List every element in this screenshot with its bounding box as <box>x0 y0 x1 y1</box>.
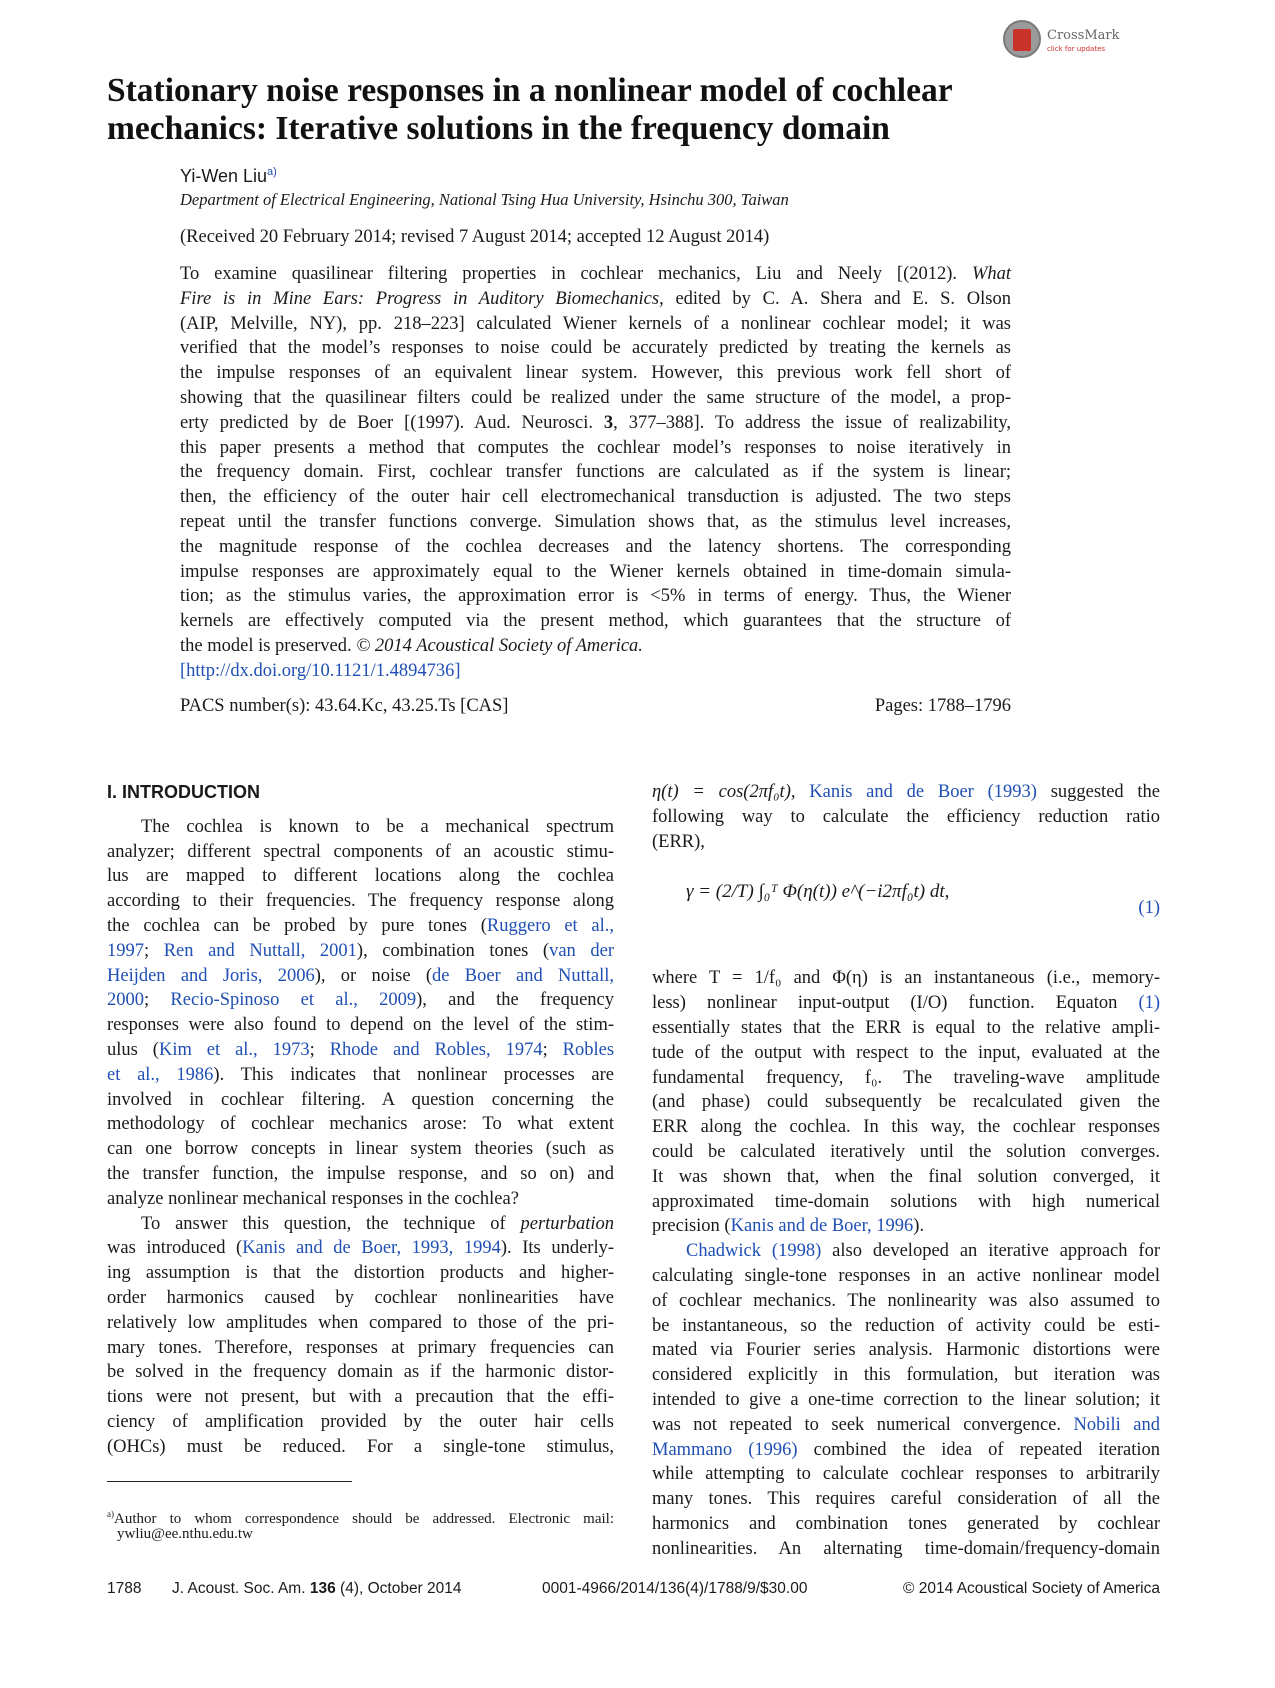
crossmark-badge[interactable] <box>1003 20 1123 64</box>
author-name: Yi-Wen Liu <box>180 166 268 186</box>
author-footnote-mark[interactable]: a) <box>267 166 277 178</box>
footnote-mark: a) <box>107 1509 114 1519</box>
cite-de-boer-nuttall[interactable]: de Boer and Nuttall, <box>432 965 614 986</box>
crossmark-icon <box>1003 20 1041 58</box>
cite-robles-year[interactable]: et al., 1986 <box>107 1064 214 1085</box>
eq-ref-1[interactable]: (1) <box>1138 993 1161 1014</box>
cite-nobili[interactable]: Nobili and <box>1073 1414 1161 1435</box>
pacs-numbers: PACS number(s): 43.64.Kc, 43.25.Ts [CAS] <box>180 696 509 716</box>
paper-title <box>107 72 1127 148</box>
crossmark-label: CrossMark <box>1047 28 1120 43</box>
cite-ruggero[interactable]: Ruggero et al., <box>486 915 614 936</box>
cite-van-der-heijden[interactable]: van der <box>549 940 614 961</box>
footnote-rule <box>107 1481 352 1482</box>
cite-kanis-de-boer[interactable]: Kanis and de Boer, 1993, 1994 <box>242 1238 501 1259</box>
cite-chadwick[interactable]: Chadwick (1998) <box>686 1241 822 1262</box>
footer-code: 0001-4966/2014/136(4)/1788/9/$30.00 <box>542 1580 808 1597</box>
cite-recio-spinoso[interactable]: Recio-Spinoso et al., 2009 <box>170 990 417 1011</box>
equation-body: γ = (2/T) ∫₀ᵀ Φ(η(t)) e^(−i2πf₀t) dt, <box>686 881 950 903</box>
cite-ren-nuttall[interactable]: Ren and Nuttall, 2001 <box>163 940 357 961</box>
received-dates: (Received 20 February 2014; revised 7 August 2014; accepted 12 August 2014) <box>180 227 770 247</box>
affiliation: Department of Electrical Engineering, National Tsing Hua University, Hsinchu 300, Taiwan <box>180 190 789 209</box>
equation-number[interactable]: (1) <box>1138 898 1160 919</box>
left-column: I. INTRODUCTION The cochlea is known to be a mechanical spectrum analyzer; different spectral components of an acoustic stimu- lus are mapped to different locations along the cochlea according to their frequencies. The frequency response along the cochlea can be probed by pure tones (Ruggero et al., 1997; Ren and Nuttall, 2001), combination tones (van der Heijden and Joris, 2006), or noise (de Boer and Nuttall, 2000; Recio-Spinoso et al., 2009), and the frequency responses were also found to depend on the level of the stim- ulus (Kim et al., 1973; Rhode and Robles, 1974; Robles et al., 1986). This indicates that nonlinear processes are involved in cochlear filtering. A question concerning the methodology of cochlear mechanics arose: To what extent can one borrow concepts in linear system theories (such as the transfer function, the impulse response, and so on) and analyze nonlinear mechanical responses in the cochlea? To answer this question, the technique of perturbation was introduced (Kanis and de Boer, 1993, 1994). Its underly- ing assumption is that the distortion products and higher- order harmonics caused by cochlear nonlinearities have relatively low amplitudes when compared to those of the pri- mary tones. Therefore, responses at primary frequencies can be solved in the frequency domain as if the harmonic distor- tions were not present, but with a precaution that the effi- ciency of amplification provided by the outer hair cells (OHCs) must be reduced. For a single-tone stimulus, <box>107 782 615 1457</box>
author <box>180 166 277 187</box>
section-heading: I. INTRODUCTION <box>107 782 260 802</box>
title-line-1: Stationary noise responses in a nonlinear model of cochlear <box>107 72 953 109</box>
cite-ruggero-year[interactable]: 1997 <box>107 940 144 961</box>
footer-journal: J. Acoust. Soc. Am. 136 (4), October 2014 <box>172 1580 462 1597</box>
title-line-2: mechanics: Iterative solutions in the frequency domain <box>107 110 890 147</box>
equation-1 <box>652 866 1160 950</box>
abstract: To examine quasilinear filtering properties in cochlear mechanics, Liu and Neely [(2012). What Fire is in Mine Ears: Progress in Auditory Biomechanics, edited by C. A. Shera and E. S. Olson (AIP, Melville, NY), pp. 218–223] calculated Wiener kernels of a nonlinear cochlear model; it was verified that the model’s responses to noise could be accurately predicted by treating the kernels as the impulse responses of an equivalent linear system. However, this previous work fell short of showing that the quasilinear filters could be realized under the same structure of the model, a prop- erty predicted by de Boer [(1997). Aud. Neurosci. 3, 377–388]. To address the issue of realizability, this paper presents a method that computes the cochlear model’s responses to noise iteratively in the frequency domain. First, cochlear transfer functions are calculated as if the system is linear; then, the efficiency of the outer hair cell electromechanical transduction is adjusted. The two steps repeat until the transfer functions converge. Simulation shows that, as the stimulus level increases, the magnitude response of the cochlea decreases and the latency shortens. The corresponding impulse responses are approximately equal to the Wiener kernels obtained in time-domain simula- tion; as the stimulus varies, the approximation error is <5% in terms of energy. Thus, the Wiener kernels are effectively computed via the present method, which guarantees that the structure of the model is preserved. © 2014 Acoustical Society of America. [http://dx.doi.org/10.1121/1.4894736] <box>180 264 1012 681</box>
cite-de-boer-nuttall-year[interactable]: 2000 <box>107 990 144 1011</box>
author-email[interactable]: ywliu@ee.nthu.edu.tw <box>117 1526 253 1542</box>
cite-kim[interactable]: Kim et al., 1973 <box>158 1039 310 1060</box>
doi-link[interactable]: [http://dx.doi.org/10.1121/1.4894736] <box>180 660 461 681</box>
cite-mammano[interactable]: Mammano (1996) <box>652 1439 798 1460</box>
cite-rhode-robles[interactable]: Rhode and Robles, 1974 <box>329 1039 543 1060</box>
footnote: $^{a)}$Author to whom correspondence should be addressed. Electronic mail: ywliu@ee.nthu.edu.tw <box>107 1509 614 1542</box>
crossmark-sub: click for updates <box>1047 45 1106 53</box>
page-range: Pages: 1788–1796 <box>874 696 1011 716</box>
cite-kanis-1996[interactable]: Kanis and de Boer, 1996 <box>730 1216 914 1237</box>
footer-copyright: © 2014 Acoustical Society of America <box>903 1580 1160 1597</box>
footer-page-number: 1788 <box>107 1580 142 1597</box>
cite-kanis-1993[interactable]: Kanis and de Boer (1993) <box>809 782 1037 802</box>
cite-robles[interactable]: Robles <box>562 1039 615 1060</box>
cite-heijden-joris[interactable]: Heijden and Joris, 2006 <box>107 965 315 986</box>
right-column: η(t) = cos(2πf₀t), Kanis and de Boer (1993) suggested the following way to calculate the efficiency reduction ratio (ERR), γ = (2/T) ∫₀ᵀ Φ(η(t)) e^(−i2πf₀t) dt, (1) where T = 1/f₀ and Φ(η) is an instantaneous (i.e., memory- less) nonlinear input-output (I/O) function. Equaton (1) essentially states that the ERR is equal to the relative ampli- tude of the output with respect to the input, evaluated at the fundamental frequency, f₀. The traveling-wave amplitude (and phase) could subsequently be recalculated given the ERR along the cochlea. In this way, the cochlear responses could be calculated iteratively until the solution converges. It was shown that, when the final solution converged, it approximated time-domain solutions with high numerical precision (Kanis and de Boer, 1996). Chadwick (1998) also developed an iterative approach for calculating single-tone responses in an active nonlinear model of cochlear mechanics. The nonlinearity was also assumed to be instantaneous, so the reduction of activity could be esti- mated via Fourier series analysis. Harmonic distortions were considered explicitly in this formulation, but iteration was intended to give a one-time correction to the linear solution; it was not repeated to seek numerical convergence. Nobili and Mammano (1996) combined the idea of repeated iteration while attempting to calculate cochlear responses to arbitrarily many tones. This requires careful consideration of all the harmonics and combination tones generated by cochlear nonlinearities. An alternating time-domain/frequency-domain <box>652 782 1161 1559</box>
